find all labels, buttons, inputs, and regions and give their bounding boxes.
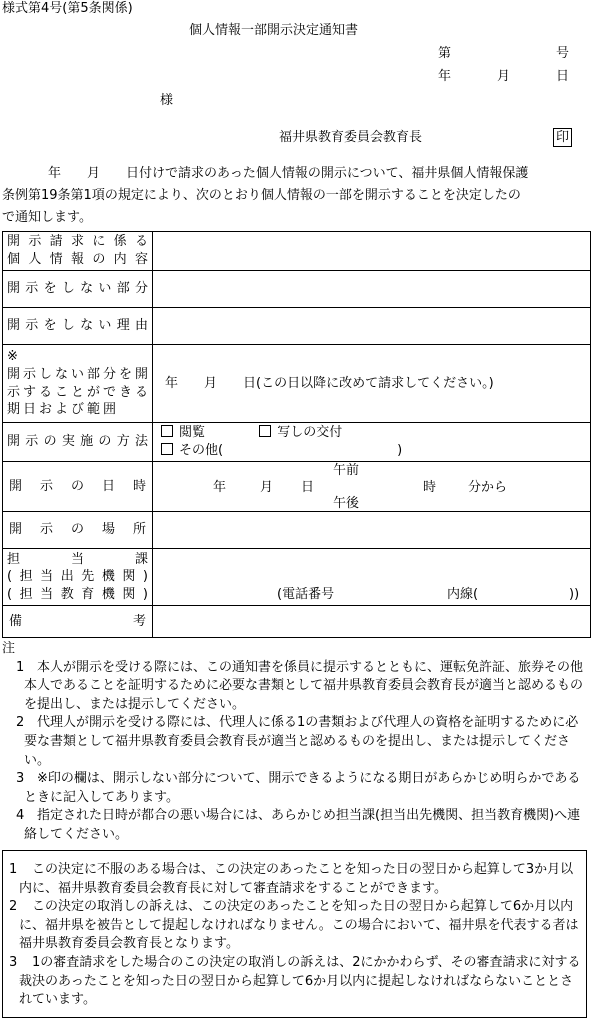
undisclosed-reason-value[interactable]	[153, 308, 591, 345]
appeal-number: 3	[9, 954, 18, 970]
extension-label: 内線(	[447, 587, 479, 602]
other-checkbox[interactable]	[161, 443, 173, 455]
viewing-label: 閲覧	[179, 425, 206, 441]
notes-heading: 注	[2, 641, 16, 656]
remarks-label-text: 備考	[9, 613, 146, 629]
form-number-label: 様式第4号(第5条関係)	[2, 1, 133, 16]
date-year: 年	[438, 69, 452, 84]
content-value[interactable]	[153, 232, 591, 271]
method-label	[3, 423, 153, 462]
appeal-text: 1の審査請求をした場合のこの決定の取消しの訴えは、2にかかわらず、その審査請求に対する裁決のあったことを知った日の翌日から起算して6か月以内に提起しなければならないこととされています。	[19, 954, 581, 1008]
note-number: 3	[16, 771, 25, 787]
note-item	[2, 659, 590, 715]
appeal-text: この決定に不服のある場合は、この決定のあったことを知った日の翌日から起算して3か月以内に、福井県教育委員会教育長に対して審査請求をすることができます。	[19, 862, 574, 896]
datetime-year: 年	[213, 480, 227, 495]
seal-mark: 印	[553, 128, 572, 147]
appeal-number: 1	[9, 862, 18, 877]
appeal-item	[3, 861, 586, 898]
appeal-text: この決定の取消しの訴えは、この決定のあったことを知った日の翌日から起算して6か月以内に、福井県を被告として提起しなければなりません。この場合において、福井県を代表する者は福井県教育委員会教育長となります。	[19, 899, 579, 952]
table-row	[3, 271, 591, 308]
addressee-suffix: 様	[160, 93, 174, 108]
future-date-label	[3, 345, 153, 423]
appeal-box	[2, 850, 587, 1018]
department-label-line: (担当出先機関)	[7, 569, 148, 585]
table-row	[3, 512, 591, 549]
table-row	[3, 308, 591, 345]
number-suffix: 号	[556, 46, 570, 61]
note-text: 本人が開示を受ける際には、この通知書を係員に提示するとともに、運転免許証、旅券その他本人であることを証明するために必要な書類として福井県教育委員会教育長が適当と認めるものを提出し、または提示してください。	[24, 659, 584, 712]
content-label-line: 個人情報の内容	[7, 252, 148, 267]
datetime-hour: 時	[423, 480, 437, 495]
viewing-checkbox[interactable]	[161, 425, 173, 437]
department-label	[3, 549, 153, 606]
future-date-label-line: 開示しない部分を開	[7, 366, 148, 382]
department-label-line: 担当課	[7, 551, 148, 567]
appeal-item	[3, 898, 586, 954]
note-text: ※印の欄は、開示しない部分について、開示できるようになる期日があらかじめ明らかであるときに記入してあります。	[24, 771, 581, 805]
number-prefix: 第	[438, 46, 452, 61]
date-month: 月	[497, 69, 511, 84]
copy-label: 写しの交付	[277, 425, 343, 441]
note-text: 指定された日時が都合の悪い場合には、あらかじめ担当課(担当出先機関、担当教育機関)へ連絡してください。	[24, 808, 581, 842]
method-options	[153, 423, 591, 462]
note-number: 1	[16, 659, 25, 675]
future-date-value[interactable]: 年 月 日(この日以降に改めて請求してください。)	[153, 345, 591, 423]
department-label-line: (担当教育機関)	[7, 586, 148, 602]
datetime-label-text: 開示の日時	[9, 478, 146, 494]
datetime-day: 日	[301, 480, 315, 495]
method-label-text: 開示の実施の方法	[7, 434, 148, 450]
undisclosed-part-label	[3, 271, 153, 308]
appeal-number: 2	[9, 899, 18, 915]
phone-label: (電話番号	[277, 587, 335, 602]
intro-line: で通知します。	[2, 210, 92, 225]
department-value[interactable]	[153, 549, 591, 606]
note-item	[2, 770, 590, 807]
table-row	[3, 345, 591, 423]
table-row	[3, 462, 591, 512]
disclosure-table	[2, 231, 591, 638]
notes-section	[2, 640, 590, 845]
intro-line: 年 月 日付けで請求のあった個人情報の開示について、福井県個人情報保護	[22, 166, 529, 181]
asterisk-mark: ※	[7, 349, 18, 365]
note-item	[2, 807, 590, 844]
content-label	[3, 232, 153, 271]
document-title: 個人情報一部開示決定通知書	[189, 23, 359, 38]
undisclosed-part-label-text: 開示をしない部分	[7, 281, 148, 297]
note-number: 2	[16, 715, 25, 731]
other-close: )	[397, 443, 403, 458]
undisclosed-reason-label-text: 開示をしない理由	[7, 318, 148, 334]
intro-paragraph	[2, 163, 590, 229]
note-number: 4	[16, 808, 25, 824]
future-date-label-line: 示することができる	[7, 384, 148, 400]
place-label-text: 開示の場所	[9, 522, 146, 538]
datetime-month: 月	[260, 480, 274, 495]
undisclosed-reason-label	[3, 308, 153, 345]
datetime-minute: 分から	[468, 480, 508, 495]
issuer-name: 福井県教育委員会教育長	[279, 130, 423, 145]
future-date-label-line: 期日および範囲	[7, 402, 120, 418]
place-value[interactable]	[153, 512, 591, 549]
place-label	[3, 512, 153, 549]
pm-label: 午後	[333, 496, 360, 511]
datetime-label	[3, 462, 153, 512]
table-row	[3, 423, 591, 462]
date-day: 日	[556, 69, 570, 84]
content-label-line: 開示請求に係る	[7, 234, 148, 250]
extension-close: ))	[569, 587, 580, 602]
copy-checkbox[interactable]	[259, 425, 271, 437]
table-row	[3, 232, 591, 271]
note-item	[2, 714, 590, 770]
am-label: 午前	[333, 463, 360, 478]
undisclosed-part-value[interactable]	[153, 271, 591, 308]
datetime-value[interactable]	[153, 462, 591, 512]
note-text: 代理人が開示を受ける際には、代理人に係る1の書類および代理人の資格を証明するために必要な書類として福井県教育委員会教育長が適当と認めるものを提出し、または提示してください。	[24, 715, 579, 768]
other-label: その他(	[179, 443, 224, 458]
remarks-value[interactable]	[153, 606, 591, 638]
intro-line: 条例第19条第1項の規定により、次のとおり個人情報の一部を開示することを決定したの	[2, 188, 521, 203]
table-row	[3, 606, 591, 638]
table-row	[3, 549, 591, 606]
appeal-item	[3, 954, 586, 1010]
remarks-label	[3, 606, 153, 638]
